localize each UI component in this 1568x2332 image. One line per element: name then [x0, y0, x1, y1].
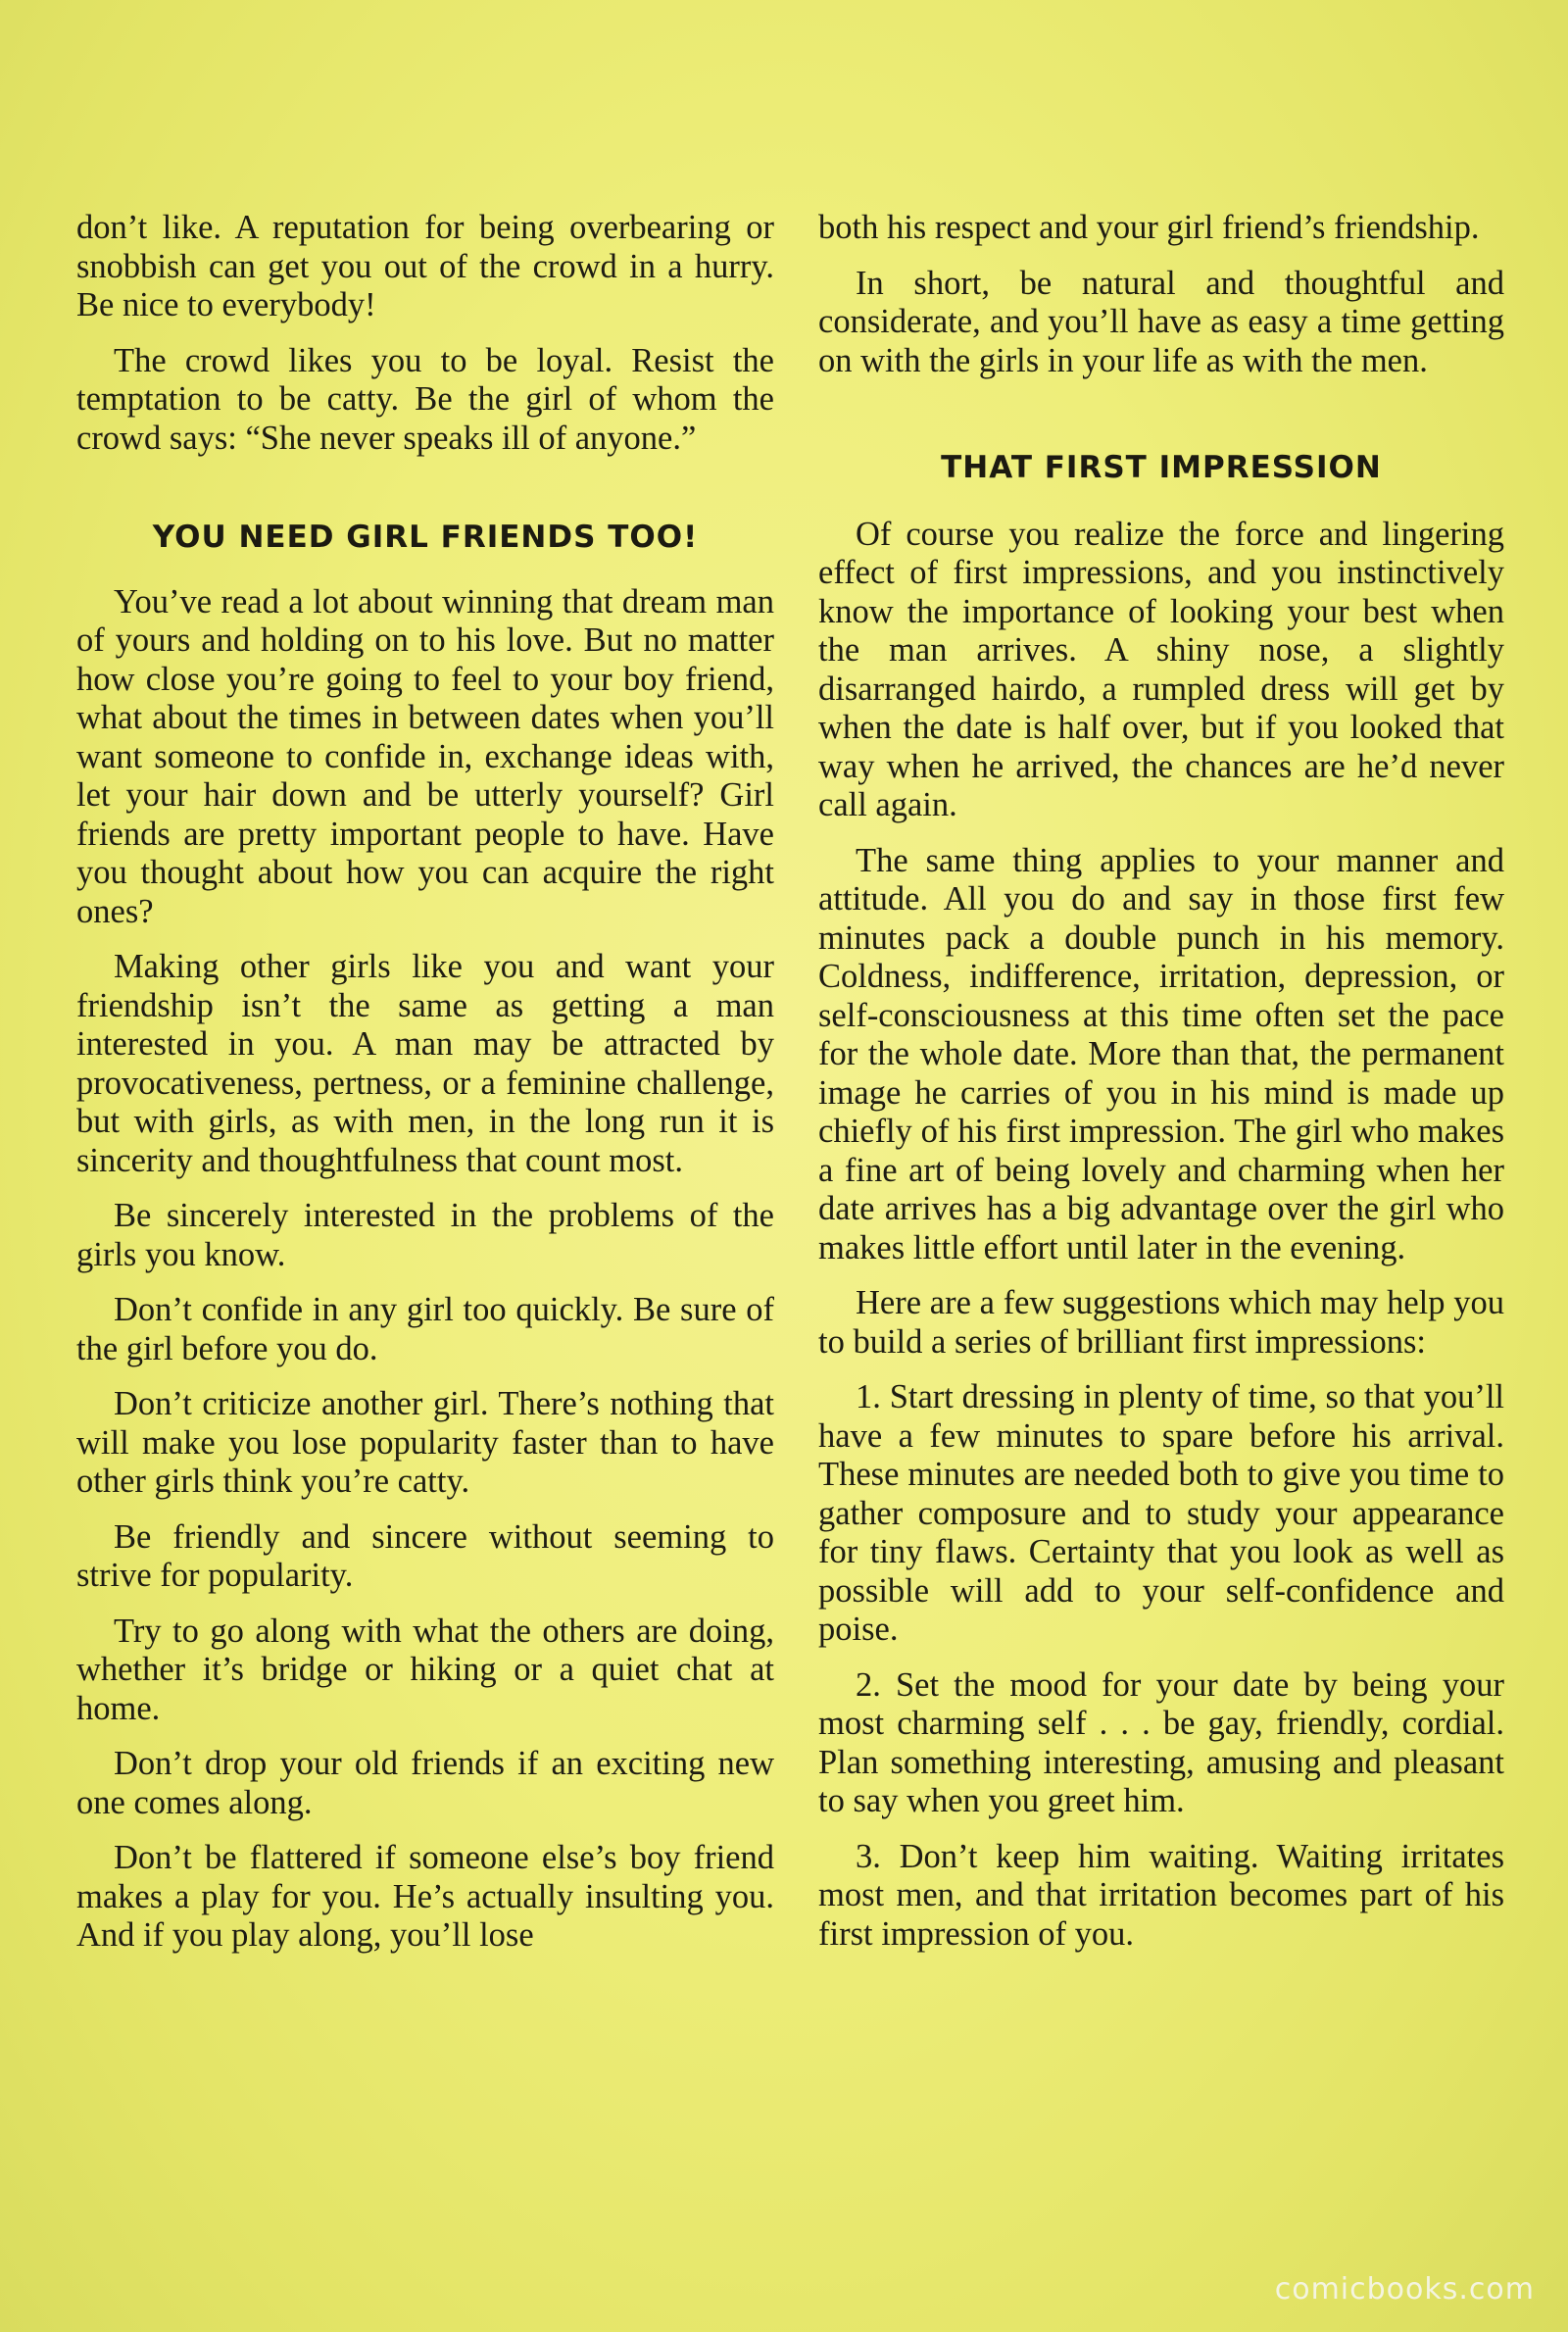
paragraph: Don’t drop your old friends if an exciting new one comes along. — [76, 1745, 774, 1821]
paragraph: You’ve read a lot about winning that dream man of yours and holding on to his love. But no matter how close you’re going to feel to your boy friend, what about the times in between dates when you’ll want someone to confide in, exchange ideas with, let your hair down and be utterly yourself? Girl friends are pretty important people to have. Have you thought about how you can acquire the right ones? — [76, 582, 774, 930]
paragraph: Be sincerely interested in the problems of the girls you know. — [76, 1197, 774, 1273]
paragraph: 3. Don’t keep him waiting. Waiting irritates most men, and that irritation becomes part of his first impression of you. — [818, 1837, 1504, 1953]
paragraph: Be friendly and sincere without seeming to strive for popularity. — [76, 1517, 774, 1594]
section-heading: YOU NEED GIRL FRIENDS TOO! — [152, 520, 699, 555]
paragraph: In short, be natural and thoughtful and considerate, and you’ll have as easy a time getting on with the girls in your life as with the men. — [818, 264, 1504, 379]
paragraph: 2. Set the mood for your date by being your most charming self . . . be gay, friendly, cordial. Plan something interesting, amusing and pleasant to say when you greet him. — [818, 1665, 1504, 1819]
paragraph: Here are a few suggestions which may help you to build a series of brilliant first impressions: — [818, 1284, 1504, 1361]
right-column — [818, 0, 1504, 1970]
paragraph: Don’t criticize another girl. There’s nothing that will make you lose popularity faster than to have other girls think you’re catty. — [76, 1385, 774, 1500]
section-heading: THAT FIRST IMPRESSION — [941, 450, 1382, 485]
paragraph: both his respect and your girl friend’s friendship. — [818, 209, 1480, 246]
paragraph: 1. Start dressing in plenty of time, so that you’ll have a few minutes to spare before his arrival. These minutes are needed both to give you time to gather composure and to study your appearance for tiny flaws. Certainty that you look as well as possible will add to your self-confidence and poise. — [818, 1378, 1504, 1648]
paragraph: Don’t confide in any girl too quickly. Be sure of the girl before you do. — [76, 1291, 774, 1367]
left-column — [76, 0, 774, 1972]
paragraph: Of course you realize the force and lingering effect of first impressions, and you instinctively know the importance of looking your best when the man arrives. A shiny nose, a slightly disarranged hairdo, a rumpled dress will get by when the date is half over, but if you looked that way when he arrived, the chances are he’d never call again. — [818, 515, 1504, 823]
paragraph: Making other girls like you and want your friendship isn’t the same as getting a man interested in you. A man may be attracted by provocativeness, pertness, or a feminine challenge, but with girls, as with men, in the long run it is sincerity and thoughtfulness that count most. — [76, 948, 774, 1179]
paragraph: The same thing applies to your manner and attitude. All you do and say in those first few minutes pack a double punch in his memory. Coldness, indifference, irritation, depression, or self-consciousness at this time often set the pace for the whole date. More than that, the permanent image he carries of you in his mind is made up chiefly of his first impression. The girl who makes a fine art of being lovely and charming when her date arrives has a big advantage over the girl who makes little effort until later in the evening. — [818, 841, 1504, 1266]
paragraph: don’t like. A reputation for being overbearing or snobbish can get you out of the crowd in a hurry. Be nice to everybody! — [76, 209, 774, 323]
watermark: comicbooks.com — [1274, 2272, 1535, 2307]
paragraph: Try to go along with what the others are doing, whether it’s bridge or hiking or a quiet chat at home. — [76, 1612, 774, 1727]
paragraph: Don’t be flattered if someone else’s boy friend makes a play for you. He’s actually insulting you. And if you play along, you’ll lose — [76, 1839, 774, 1954]
paragraph: The crowd likes you to be loyal. Resist the temptation to be catty. Be the girl of whom the crowd says: “She never speaks ill of anyone.” — [76, 341, 774, 457]
